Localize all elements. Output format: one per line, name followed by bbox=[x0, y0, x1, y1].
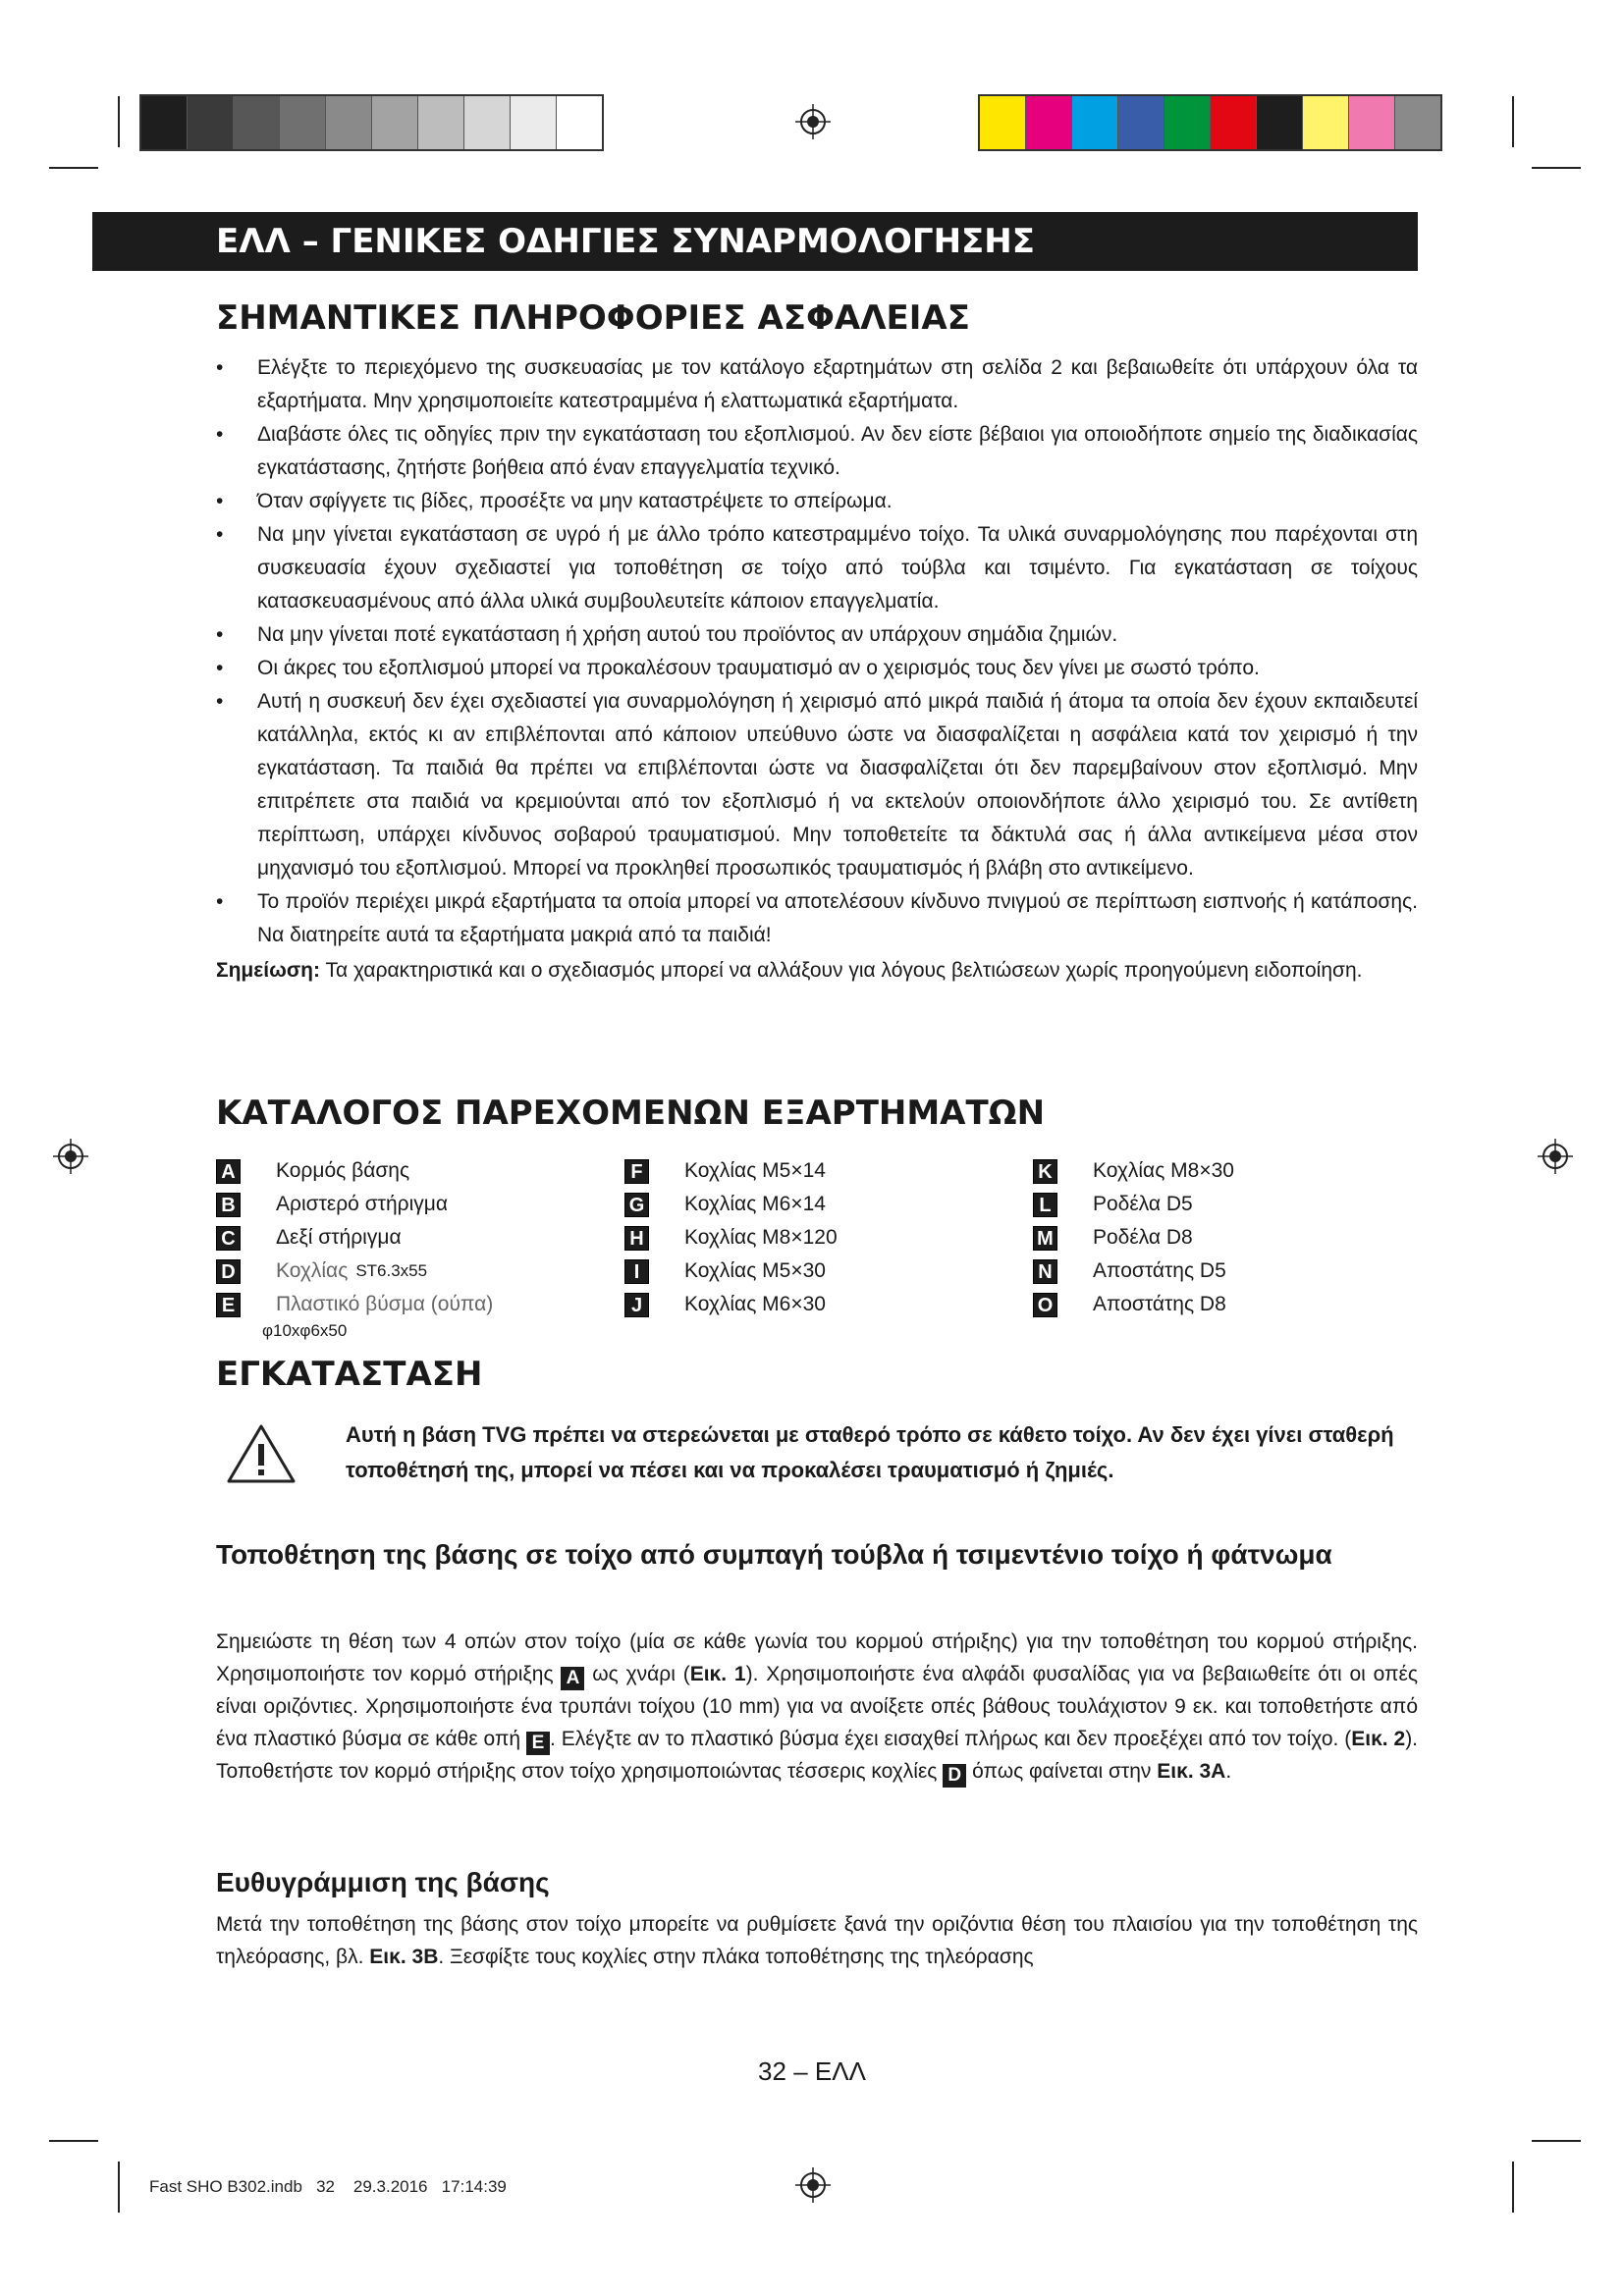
page-number: 32 – ΕΛΛ bbox=[758, 2056, 866, 2086]
warning-box bbox=[216, 1414, 1418, 1492]
part-letter-badge: L bbox=[1033, 1193, 1057, 1217]
part-letter-badge: E bbox=[216, 1293, 241, 1317]
part-name: Κορμός βάσης bbox=[276, 1159, 410, 1182]
align-text-2: . Ξεσφίξτε τους κοχλίες στην πλάκα τοποθέτησης της τηλεόρασης bbox=[438, 1946, 1034, 1968]
color-swatch bbox=[511, 96, 557, 149]
color-swatch bbox=[188, 96, 234, 149]
color-swatch bbox=[1257, 96, 1303, 149]
wall-mount-paragraph bbox=[216, 1626, 1418, 1788]
color-swatch bbox=[1072, 96, 1118, 149]
part-name: Κοχλίας M6×14 bbox=[684, 1193, 826, 1215]
color-swatch bbox=[1395, 96, 1440, 149]
part-name: Δεξί στήριγμα bbox=[276, 1226, 402, 1249]
color-swatch bbox=[1164, 96, 1211, 149]
safety-item: • Αυτή η συσκευή δεν έχει σχεδιαστεί για συναρμολόγηση ή χειρισμό από μικρά παιδιά ή άτομα τα οποία δεν έχουν εκπαιδευτεί κατάλληλα, εκτός κι αν επιβλέπονται από κάποιον υπεύθυνο ώστε να διασφαλίζεται η ασφάλεια κατά τον χειρισμό ή την εγκατάσταση. Τα παιδιά θα πρέπει να επιβλέπονται ώστε να διασφαλίζεται ότι δεν παρεμβαίνουν στον εξοπλισμό. Μην επιτρέπετε στα παιδιά να κρεμιούνται από τον εξοπλισμό ή να εκτελούν οποιονδήποτε άλλο χειρισμό του. Σε αντίθετη περίπτωση, υπάρχει κίνδυνος σοβαρού τραυματισμού. Μην τοποθετείτε τα δάκτυλά σας ή άλλα αντικείμενα μέσα στον μηχανισμό του εξοπλισμού. Μπορεί να προκληθεί προσωπικός τραυματισμός ή βλάβη στο αντικείμενο. bbox=[216, 685, 1418, 885]
color-swatch bbox=[280, 96, 326, 149]
fig-ref-2: Εικ. 2 bbox=[1351, 1728, 1406, 1750]
part-name: Κοχλίας M5×14 bbox=[684, 1159, 826, 1182]
crop-mark bbox=[1512, 96, 1514, 147]
part-row bbox=[624, 1288, 838, 1321]
wall-text-6: όπως φαίνεται στην bbox=[972, 1760, 1152, 1783]
part-letter-badge: B bbox=[216, 1193, 241, 1217]
color-swatch bbox=[326, 96, 372, 149]
part-spec: ST6.3x55 bbox=[355, 1261, 428, 1280]
part-letter-badge: F bbox=[624, 1159, 649, 1184]
wall-text-5: ). Τοποθετήστε τον κορμό στήριξης στον τοίχο χρησιμοποιώντας τέσσερις κοχλίες bbox=[216, 1728, 1419, 1783]
part-row bbox=[1033, 1288, 1234, 1321]
note-text: Τα χαρακτηριστικά και ο σχεδιασμός μπορεί να αλλάξουν για λόγους βελτιώσεων χωρίς προηγούμενη ειδοποίηση. bbox=[320, 959, 1363, 982]
part-name: Ροδέλα D5 bbox=[1093, 1193, 1193, 1215]
part-name: Αριστερό στήριγμα bbox=[276, 1193, 448, 1215]
color-swatch bbox=[980, 96, 1026, 149]
part-name: Κοχλίας M8×30 bbox=[1093, 1159, 1234, 1182]
crop-mark bbox=[49, 2140, 98, 2142]
parts-column-1 bbox=[216, 1154, 493, 1343]
color-swatch bbox=[1349, 96, 1395, 149]
safety-item: • Να μην γίνεται εγκατάσταση σε υγρό ή με άλλο τρόπο κατεστραμμένο τοίχο. Τα υλικά συναρμολόγησης που παρέχονται στη συσκευασία έχουν σχεδιαστεί για τοποθέτηση σε τοίχο από τούβλα και τσιμέντο. Για εγκατάσταση σε τοίχους κατασκευασμένους από άλλα υλικά συμβουλευτείτε κάποιον επαγγελματία. bbox=[216, 518, 1418, 618]
warning-triangle-icon bbox=[226, 1423, 297, 1484]
part-letter-badge: K bbox=[1033, 1159, 1057, 1184]
safety-item: • Το προϊόν περιέχει μικρά εξαρτήματα τα οποία μπορεί να αποτελέσουν κίνδυνο πνιγμού σε περίπτωση εισπνοής ή κατάποσης. Να διατηρείτε αυτά τα εξαρτήματα μακριά από τα παιδιά! bbox=[216, 885, 1418, 952]
part-row bbox=[1033, 1255, 1234, 1288]
note-label: Σημείωση: bbox=[216, 959, 321, 982]
safety-heading: ΣΗΜΑΝΤΙΚΕΣ ΠΛΗΡΟΦΟΡΙΕΣ ΑΣΦΑΛΕΙΑΣ bbox=[216, 298, 970, 338]
crop-mark bbox=[118, 2162, 120, 2213]
page-header-bar: ΕΛΛ – ΓΕΝΙΚΕΣ ΟΔΗΓΙΕΣ ΣΥΝΑΡΜΟΛΟΓΗΣΗΣ bbox=[92, 212, 1418, 271]
part-letter-badge: G bbox=[624, 1193, 649, 1217]
part-badge-a: A bbox=[561, 1667, 584, 1690]
fig-ref-3a: Εικ. 3A bbox=[1157, 1760, 1226, 1783]
part-letter-badge: D bbox=[216, 1259, 241, 1284]
part-name: Ροδέλα D8 bbox=[1093, 1226, 1193, 1249]
part-letter-badge: J bbox=[624, 1293, 649, 1317]
part-row bbox=[624, 1154, 838, 1188]
part-row bbox=[1033, 1154, 1234, 1188]
part-letter-badge: C bbox=[216, 1226, 241, 1251]
part-badge-d: D bbox=[943, 1764, 966, 1788]
alignment-heading: Ευθυγράμμιση της βάσης bbox=[216, 1867, 550, 1897]
part-name: Αποστάτης D5 bbox=[1093, 1259, 1226, 1282]
color-swatch bbox=[1118, 96, 1164, 149]
part-letter-badge: O bbox=[1033, 1293, 1057, 1317]
catalog-heading: ΚΑΤΑΛΟΓΟΣ ΠΑΡΕΧΟΜΕΝΩΝ ΕΞΑΡΤΗΜΑΤΩΝ bbox=[216, 1094, 1046, 1133]
part-row bbox=[1033, 1221, 1234, 1255]
part-row bbox=[216, 1288, 493, 1321]
wall-text-4: . Ελέγξτε αν το πλαστικό βύσμα έχει εισαχθεί πλήρως και δεν προεξέχει από τον τοίχο. ( bbox=[550, 1728, 1352, 1750]
color-swatch bbox=[234, 96, 280, 149]
part-row bbox=[624, 1188, 838, 1221]
color-swatch bbox=[1303, 96, 1349, 149]
part-row bbox=[624, 1255, 838, 1288]
safety-list bbox=[216, 351, 1418, 952]
crop-mark bbox=[118, 96, 120, 147]
part-name: Κοχλίας M5×30 bbox=[684, 1259, 826, 1282]
color-swatch bbox=[557, 96, 602, 149]
color-swatch bbox=[1211, 96, 1257, 149]
parts-column-3 bbox=[1033, 1154, 1234, 1321]
part-spec-row bbox=[216, 1321, 493, 1343]
print-slug: Fast SHO B302.indb 32 29.3.2016 17:14:39 bbox=[149, 2177, 507, 2196]
safety-section bbox=[216, 351, 1418, 988]
install-heading: ΕΓΚΑΤΑΣΤΑΣΗ bbox=[216, 1355, 483, 1394]
part-letter-badge: N bbox=[1033, 1259, 1057, 1284]
crop-mark bbox=[1532, 2140, 1581, 2142]
color-swatch bbox=[1026, 96, 1072, 149]
part-letter-badge: M bbox=[1033, 1226, 1057, 1251]
part-row bbox=[1033, 1188, 1234, 1221]
wall-text-2: ως χνάρι ( bbox=[592, 1663, 690, 1685]
part-name: Αποστάτης D8 bbox=[1093, 1293, 1226, 1315]
color-swatch bbox=[372, 96, 418, 149]
safety-note bbox=[216, 954, 1418, 988]
color-swatch bbox=[141, 96, 188, 149]
part-row bbox=[216, 1188, 493, 1221]
registration-mark-icon bbox=[51, 1137, 90, 1176]
align-text-1: Μετά την τοποθέτηση της βάσης στον τοίχο μπορείτε να ρυθμίσετε ξανά την οριζόντια θέση του πλαισίου για την τοποθέτηση της τηλεόρασης, βλ. bbox=[216, 1913, 1418, 1968]
crop-mark bbox=[1512, 2162, 1514, 2213]
part-letter-badge: H bbox=[624, 1226, 649, 1251]
part-name: Κοχλίας M8×120 bbox=[684, 1226, 838, 1249]
grey-calibration-strip bbox=[139, 94, 604, 151]
color-calibration-strip bbox=[978, 94, 1442, 151]
part-row bbox=[216, 1154, 493, 1188]
part-letter-badge: I bbox=[624, 1259, 649, 1284]
part-row bbox=[216, 1255, 493, 1288]
safety-item: • Διαβάστε όλες τις οδηγίες πριν την εγκατάσταση του εξοπλισμού. Αν δεν είστε βέβαιοι για οποιοδήποτε σημείο της διαδικασίας εγκατάστασης, ζητήστε βοήθεια από έναν επαγγελματία τεχνικό. bbox=[216, 418, 1418, 485]
part-name: Κοχλίας bbox=[276, 1259, 349, 1282]
wall-text-3: ). Χρησιμοποιήστε ένα αλφάδι φυσαλίδας για να βεβαιωθείτε ότι οι οπές είναι οριζόντιες. Χρησιμοποιήστε ένα τρυπάνι τοίχου (10 mm) για να ανοίξετε οπές βάθους τουλάχιστον 9 εκ. και τοποθετήστε από ένα πλαστικό βύσμα σε κάθε οπή bbox=[216, 1663, 1418, 1750]
part-row bbox=[216, 1221, 493, 1255]
crop-mark bbox=[49, 167, 98, 169]
part-name: Κοχλίας M6×30 bbox=[684, 1293, 826, 1315]
registration-mark-icon bbox=[793, 2165, 833, 2205]
wall-mount-heading: Τοποθέτηση της βάσης σε τοίχο από συμπαγή τούβλα ή τσιμεντένιο τοίχο ή φάτνωμα bbox=[216, 1539, 1332, 1570]
part-badge-e: E bbox=[526, 1732, 550, 1755]
safety-item: • Να μην γίνεται ποτέ εγκατάσταση ή χρήση αυτού του προϊόντος αν υπάρχουν σημάδια ζημιών. bbox=[216, 618, 1418, 652]
safety-item: • Οι άκρες του εξοπλισμού μπορεί να προκαλέσουν τραυματισμό αν ο χειρισμός τους δεν γίνει με σωστό τρόπο. bbox=[216, 652, 1418, 685]
warning-text: Αυτή η βάση TVG πρέπει να στερεώνεται με σταθερό τρόπο σε κάθετο τοίχο. Αν δεν έχει γίνει σταθερή τοποθέτησή της, μπορεί να πέσει και να προκαλέσει τραυματισμό ή ζημιές. bbox=[346, 1422, 1394, 1482]
registration-mark-icon bbox=[793, 102, 833, 141]
color-swatch bbox=[464, 96, 511, 149]
registration-mark-icon bbox=[1536, 1137, 1575, 1176]
crop-mark bbox=[1532, 167, 1581, 169]
fig-ref-3b: Εικ. 3B bbox=[369, 1946, 439, 1968]
part-spec: φ10xφ6x50 bbox=[262, 1321, 348, 1340]
alignment-paragraph bbox=[216, 1908, 1418, 1973]
parts-column-2 bbox=[624, 1154, 838, 1321]
color-swatch bbox=[418, 96, 464, 149]
safety-item: • Όταν σφίγγετε τις βίδες, προσέξτε να μην καταστρέψετε το σπείρωμα. bbox=[216, 485, 1418, 518]
safety-item: • Ελέγξτε το περιεχόμενο της συσκευασίας με τον κατάλογο εξαρτημάτων στη σελίδα 2 και βεβαιωθείτε ότι υπάρχουν όλα τα εξαρτήματα. Μην χρησιμοποιείτε κατεστραμμένα ή ελαττωματικά εξαρτήματα. bbox=[216, 351, 1418, 418]
part-letter-badge: A bbox=[216, 1159, 241, 1184]
part-row bbox=[624, 1221, 838, 1255]
wall-text-1: Σημειώστε τη θέση των 4 οπών στον τοίχο (μία σε κάθε γωνία του κορμού στήριξης) για την τοποθέτηση του κορμού στήριξης. Χρησιμοποιήστε τον κορμό στήριξης bbox=[216, 1630, 1418, 1685]
part-name: Πλαστικό βύσμα (ούπα) bbox=[276, 1293, 494, 1315]
wall-text-7: . bbox=[1225, 1760, 1232, 1783]
fig-ref-1: Εικ. 1 bbox=[689, 1663, 746, 1685]
